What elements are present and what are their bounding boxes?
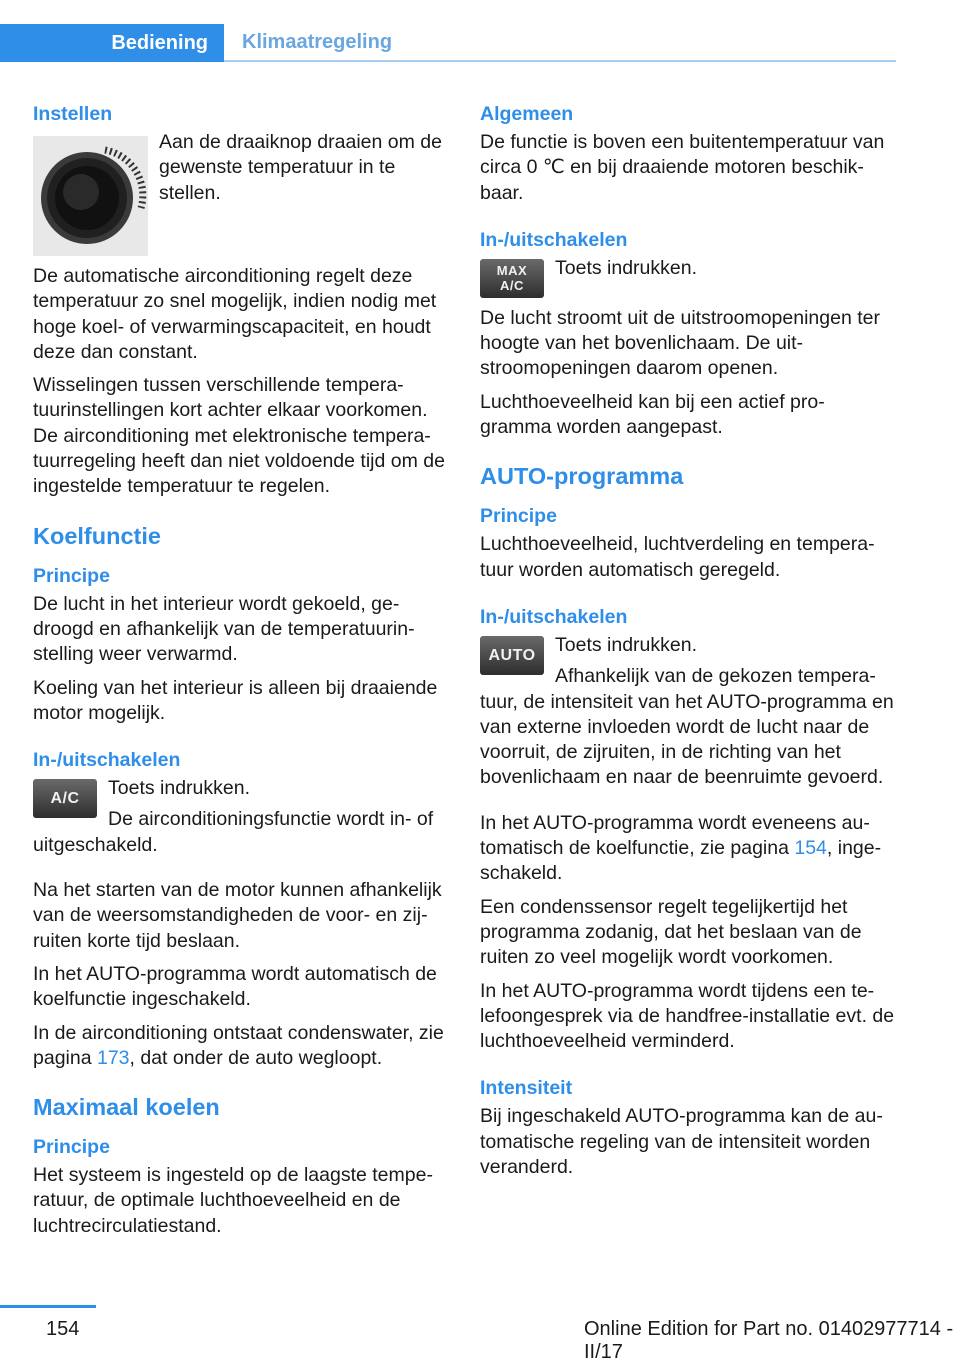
paragraph: Bij ingeschakeld AUTO-programma kan de au‐tomatische regeling van de intensiteit worden veranderd. (480, 1105, 883, 1179)
auto-figure-row (480, 633, 896, 797)
rotary-knob-image (33, 136, 148, 256)
auto-button-image: AUTO (480, 636, 544, 675)
paragraph: De lucht stroomt uit de uitstroomopeningen ter hoogte van het bovenlichaam. De uit‐stroomopeningen daarom openen. (480, 306, 880, 380)
paragraph: De airconditioningsfunctie wordt in- of uitgeschakeld. (33, 808, 434, 856)
page-header (0, 0, 960, 66)
heading-koelfunctie: Koelfunctie (33, 522, 161, 549)
heading-principe: Principe (33, 1136, 110, 1159)
right-column (480, 102, 896, 1188)
heading-in-uitschakelen: In-/uitschakelen (480, 228, 628, 251)
paragraph: Luchthoeveelheid, luchtverdeling en tempera‐tuur worden automatisch geregeld. (480, 533, 875, 581)
knob-instruction: Aan de draaiknop draaien om de gewenste temperatuur in te stellen. (159, 131, 442, 204)
maxac-figure-row (480, 256, 896, 298)
paragraph: Het systeem is ingesteld op de laagste tempe‐ratuur, de optimale luchthoeveelheid en de luchtrecirculatiestand. (33, 1164, 433, 1237)
tab-bediening[interactable]: Bediening (0, 24, 224, 62)
paragraph: Toets indrukken. (108, 777, 250, 800)
paragraph: Toets indrukken. (555, 256, 697, 279)
ac-button-image: A/C (33, 779, 97, 818)
page-number: 154 (46, 1318, 80, 1340)
paragraph: Afhankelijk van de gekozen tempera‐tuur, de intensiteit van het AUTO-programma en van externe invloeden wordt de lucht naar de voorruit, de zijruiten, in de richting van het bovenlichaam en naar de beenruimte gevoerd. (480, 665, 894, 789)
heading-auto-programma: AUTO-programma (480, 463, 684, 490)
heading-in-uitschakelen: In-/uitschakelen (480, 605, 628, 628)
ac-figure-row (33, 776, 449, 864)
heading-instellen: Instellen (33, 103, 113, 125)
paragraph-with-link: In het AUTO-programma wordt eveneens au‐tomatisch de koelfunctie, zie pagina 154, inge‐schakeld. (480, 811, 882, 885)
edition-note: Online Edition for Part no. 01402977714 - II/17 (584, 1318, 954, 1363)
paragraph: De lucht in het interieur wordt gekoeld, ge‐droogd en afhankelijk van de temperatuurin‐stelling weer verwarmd. (33, 592, 415, 666)
knob-figure-row (33, 130, 449, 256)
paragraph: Toets indrukken. (555, 633, 697, 656)
paragraph: In het AUTO-programma wordt tijdens een te‐lefoongesprek via de handfree-installatie evt. de luchthoeveelheid verminderd. (480, 979, 895, 1053)
footer-rule (0, 1305, 96, 1308)
paragraph: De automatische airconditioning regelt deze temperatuur zo snel mogelijk, indien nodig met hoge koel- of verwarmingscapaciteit, en houdt deze dan constant. (33, 265, 437, 363)
paragraph: Een condenssensor regelt tegelijkertijd het programma zodanig, dat het beslaan van de ruiten zo veel mogelijk wordt voorkomen. (480, 895, 862, 969)
page-link-154[interactable]: 154 (794, 837, 827, 860)
paragraph-with-link: In de airconditioning ontstaat condenswater, zie pagina 173, dat onder de auto wegloopt. (33, 1021, 444, 1069)
heading-principe: Principe (33, 564, 110, 587)
paragraph: De functie is boven een buitentemperatuur van circa 0 ℃ en bij draaiende motoren beschik‐baar. (480, 131, 885, 204)
paragraph: Wisselingen tussen verschillende tempera‐tuurinstellingen kort achter elkaar voorkomen. De airconditioning met elektronische tempera‐tuurregeling heeft dan niet voldoende tijd om de ingestelde temperatuur te regelen. (33, 374, 445, 498)
heading-algemeen: Algemeen (480, 103, 574, 125)
paragraph: Koeling van het interieur is alleen bij draaiende motor mogelijk. (33, 676, 438, 724)
paragraph: Luchthoeveelheid kan bij een actief pro‐gramma worden aangepast. (480, 390, 825, 439)
heading-intensiteit: Intensiteit (480, 1077, 573, 1100)
max-ac-button-image: MAX A/C (480, 259, 544, 298)
paragraph: Na het starten van de motor kunnen afhankelijk van de weersomstandigheden de voor- en zij‐ruiten korte tijd beslaan. (33, 879, 442, 952)
left-column (33, 102, 449, 1247)
tab-klimaatregeling[interactable]: Klimaatregeling (224, 24, 896, 62)
page-link-173[interactable]: 173 (96, 1046, 130, 1069)
heading-maximaal-koelen: Maximaal koelen (33, 1094, 220, 1121)
heading-principe: Principe (480, 505, 557, 528)
paragraph: In het AUTO-programma wordt automatisch de koelfunctie ingeschakeld. (33, 962, 437, 1011)
heading-in-uitschakelen: In-/uitschakelen (33, 749, 181, 772)
